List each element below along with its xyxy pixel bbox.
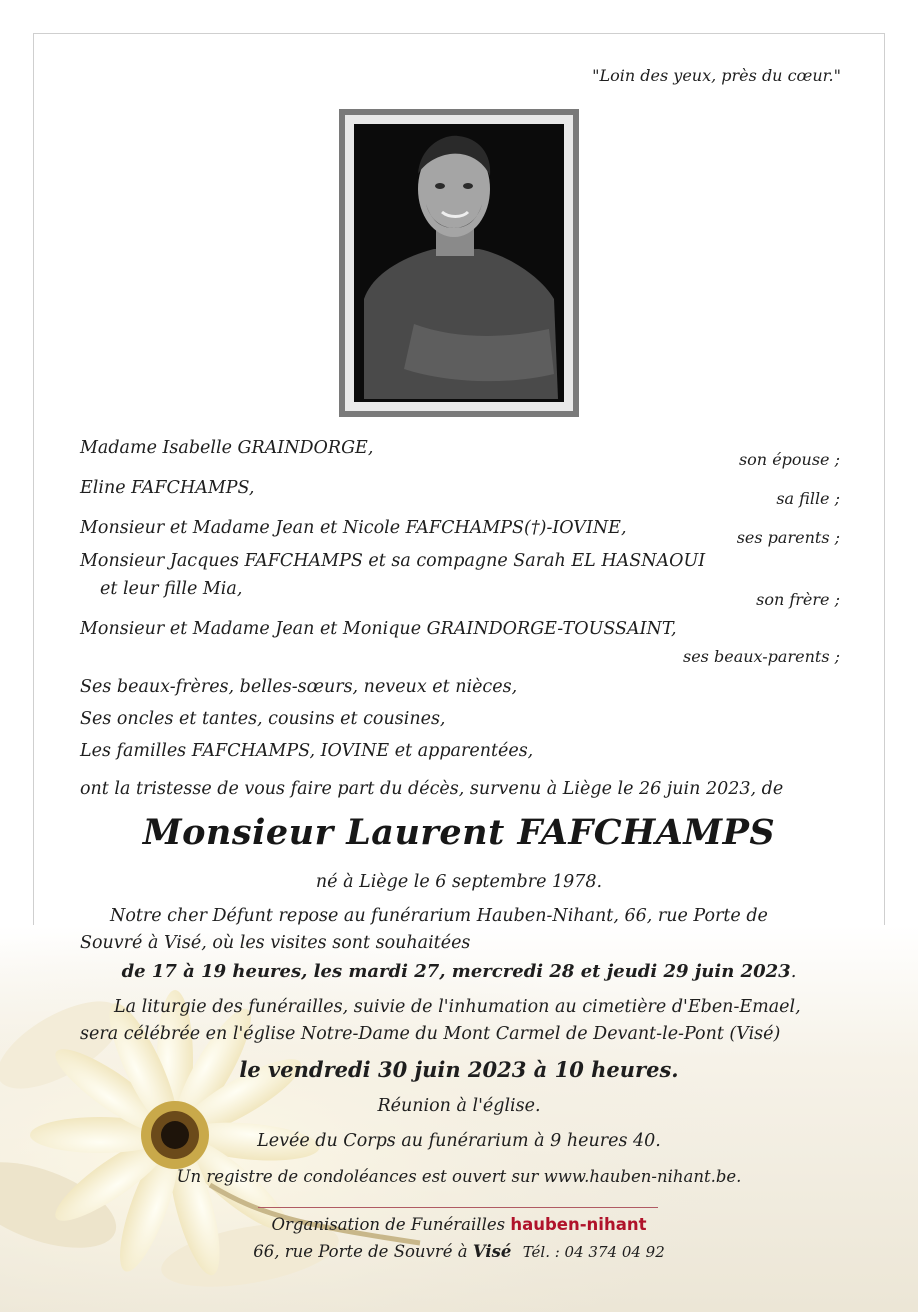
- portrait-frame: [339, 109, 579, 417]
- organizer-label: Organisation de Funérailles: [271, 1215, 506, 1234]
- other-family-2: Ses oncles et tantes, cousins et cousines,: [80, 709, 446, 729]
- organizer-city: Visé: [472, 1242, 512, 1261]
- rest-line-2: Souvré à Visé, où les visites sont souhaitées: [80, 933, 471, 953]
- visit-hours: [0, 961, 918, 982]
- birth-info: né à Liège le 6 septembre 1978.: [315, 872, 603, 892]
- announcement-text: ont la tristesse de vous faire part du décès, survenu à Liège le 26 juin 2023, de: [80, 779, 784, 799]
- deceased-name: Monsieur Laurent FAFCHAMPS: [142, 812, 776, 853]
- liturgy-line-2: sera célébrée en l'église Notre-Dame du Mont Carmel de Devant-le-Pont (Visé): [80, 1024, 781, 1044]
- footer-separator: [258, 1207, 658, 1208]
- portrait-image: [354, 124, 558, 399]
- visit-hours-end: .: [790, 961, 797, 982]
- family-member-4: Monsieur Jacques FAFCHAMPS et sa compagne Sarah EL HASNAOUI: [80, 551, 706, 571]
- meeting-info: Réunion à l'église.: [377, 1096, 541, 1116]
- organizer-brand-logo: hauben-nihant: [510, 1215, 647, 1234]
- organizer-address-line: [0, 1242, 918, 1261]
- visit-hours-text: de 17 à 19 heures, les mardi 27, mercredi 28 et jeudi 29 juin 2023: [121, 961, 791, 982]
- family-member-5: Monsieur et Madame Jean et Monique GRAINDORGE-TOUSSAINT,: [80, 619, 677, 639]
- family-member-1: Madame Isabelle GRAINDORGE,: [80, 438, 374, 458]
- condolence-registry: Un registre de condoléances est ouvert sur www.hauben-nihant.be.: [176, 1167, 742, 1186]
- rest-line-1: Notre cher Défunt repose au funérarium Hauben-Nihant, 66, rue Porte de: [110, 906, 768, 926]
- levee-info: Levée du Corps au funérarium à 9 heures 40.: [257, 1131, 661, 1151]
- epigraph-quote: "Loin des yeux, près du cœur.": [592, 66, 841, 85]
- organizer-line: [0, 1215, 918, 1234]
- other-family-1: Ses beaux-frères, belles-sœurs, neveux et nièces,: [80, 677, 518, 697]
- portrait-photo: [354, 124, 564, 402]
- family-member-3: Monsieur et Madame Jean et Nicole FAFCHAMPS(†)-IOVINE,: [80, 518, 627, 538]
- relation-2: sa fille ;: [776, 489, 840, 508]
- organizer-address: 66, rue Porte de Souvré à: [253, 1242, 473, 1261]
- relation-4: son frère ;: [756, 590, 840, 609]
- relation-1: son épouse ;: [738, 450, 840, 469]
- funeral-date: le vendredi 30 juin 2023 à 10 heures.: [239, 1057, 679, 1082]
- other-family-3: Les familles FAFCHAMPS, IOVINE et apparentées,: [80, 741, 534, 761]
- liturgy-line-1: La liturgie des funérailles, suivie de l'inhumation au cimetière d'Eben-Emael,: [114, 997, 801, 1017]
- relation-3: ses parents ;: [736, 528, 840, 547]
- organizer-phone: Tél. : 04 374 04 92: [522, 1243, 665, 1261]
- family-member-2: Eline FAFCHAMPS,: [80, 478, 255, 498]
- family-member-4-continued: et leur fille Mia,: [100, 579, 243, 599]
- relation-5: ses beaux-parents ;: [683, 647, 840, 666]
